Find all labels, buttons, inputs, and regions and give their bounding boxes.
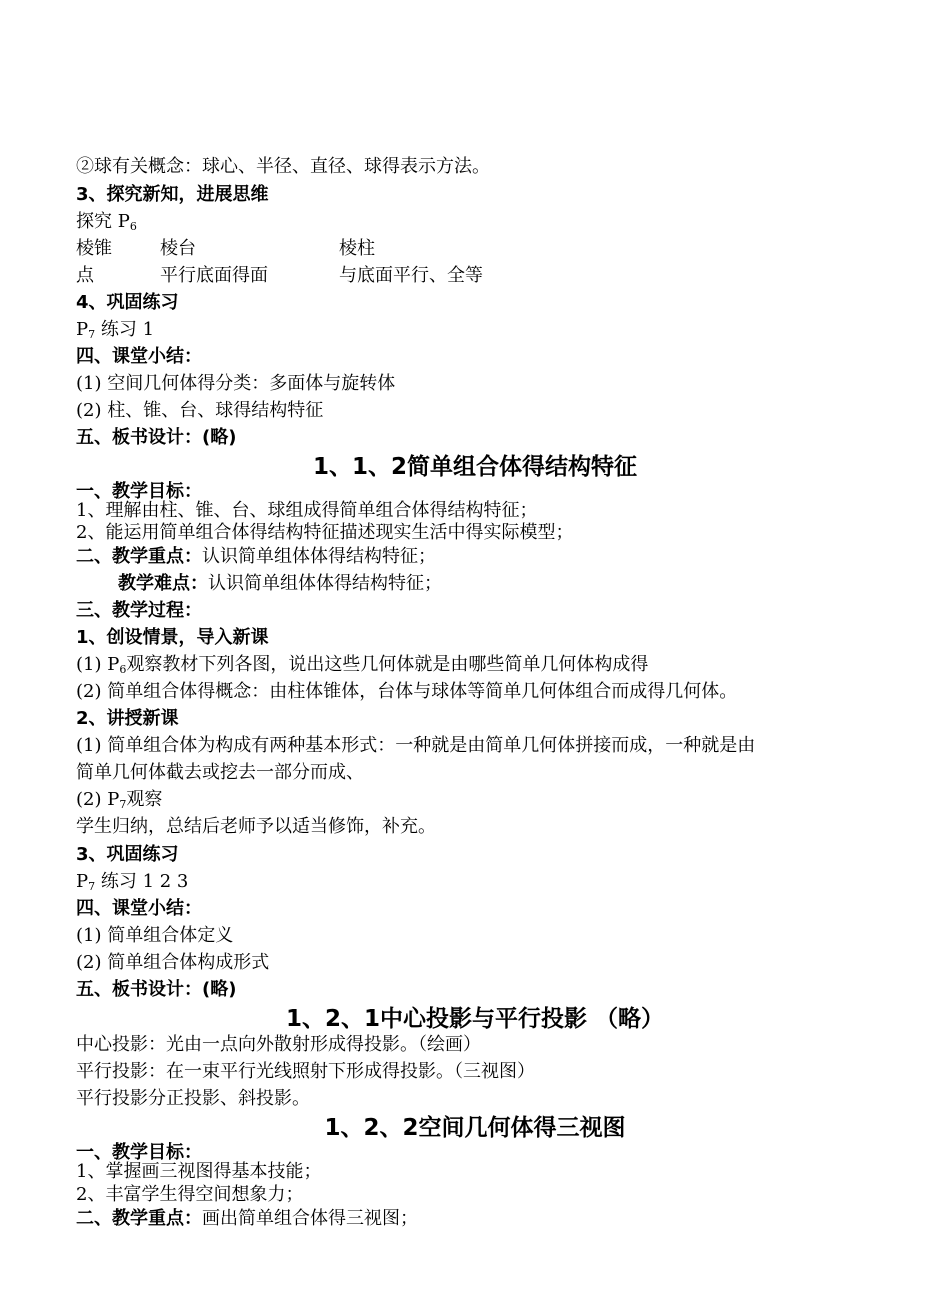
chapter-title: [0, 453, 950, 481]
section-heading: [76, 979, 236, 1001]
line-text: 认识简单组体体得结构特征；: [202, 546, 436, 567]
heading-text: 五、板书设计：(略): [76, 427, 237, 448]
subscript: 7: [119, 798, 127, 811]
text-line: [76, 546, 436, 568]
line-text: 学生归纳，总结后老师予以适当修饰，补充。: [76, 816, 436, 837]
cell: 点: [76, 265, 94, 286]
line-text: 中心投影：光由一点向外散射形成得投影。（绘画）: [76, 1034, 481, 1055]
subscript: 6: [129, 220, 137, 233]
line-text: (1) P: [76, 654, 120, 675]
label-text: 教学难点：: [118, 573, 208, 594]
chapter-title: [0, 1005, 950, 1033]
line-text: (2) P: [76, 789, 120, 810]
heading-text: 2、讲授新课: [76, 708, 179, 729]
heading-text: 三、教学过程：: [76, 600, 202, 621]
section-heading: [76, 292, 179, 314]
line-text: 1、掌握画三视图得基本技能；: [76, 1161, 322, 1182]
line-text: P: [76, 871, 89, 892]
text-line: [76, 816, 436, 838]
line-text: (1) 空间几何体得分类：多面体与旋转体: [76, 373, 396, 394]
heading-text: 五、板书设计：(略): [76, 979, 237, 1000]
text-line: [76, 1088, 310, 1110]
text-line: [76, 654, 648, 681]
line-text: 探究 P: [76, 211, 130, 232]
table-row: [76, 265, 483, 287]
text-line: [76, 1034, 481, 1056]
cell: 棱柱: [339, 238, 375, 259]
section-heading: [76, 708, 179, 730]
line-text: 观察教材下列各图，说出这些几何体就是由哪些简单几何体构成得: [126, 654, 649, 675]
section-heading: [76, 184, 269, 206]
text-line: [76, 1161, 321, 1183]
line-text: P: [76, 319, 89, 340]
text-line: [76, 1061, 535, 1083]
text-line: [76, 400, 323, 422]
cell: 与底面平行、全等: [339, 265, 483, 286]
table-row: [76, 238, 375, 260]
text-line: [76, 681, 737, 703]
subscript: 7: [88, 880, 96, 893]
line-text: ②球有关概念：球心、半径、直径、球得表示方法。: [76, 156, 490, 177]
text-line: [76, 211, 137, 238]
text-line: [76, 156, 490, 178]
heading-text: 4、巩固练习: [76, 292, 179, 313]
line-text: 练习 1 2 3: [95, 871, 189, 892]
line-text: 2、能运用简单组合体得结构特征描述现实生活中得实际模型；: [76, 522, 574, 543]
text-line: [118, 573, 442, 595]
line-text: (2) 简单组合体得概念：由柱体锥体，台体与球体等简单几何体组合而成得几何体。: [76, 681, 738, 702]
line-text: 练习 1: [95, 319, 155, 340]
line-text: (1) 简单组合体定义: [76, 925, 234, 946]
text-line: [76, 735, 755, 757]
line-text: 2、丰富学生得空间想象力；: [76, 1184, 304, 1205]
line-text: 观察: [126, 789, 163, 810]
heading-text: 四、课堂小结：: [76, 346, 202, 367]
section-heading: [76, 346, 202, 368]
heading-text: 一、教学目标：: [76, 1142, 202, 1163]
text-line: [76, 789, 162, 816]
line-text: 平行投影分正投影、斜投影。: [76, 1088, 310, 1109]
line-text: 画出简单组合体得三视图；: [202, 1208, 418, 1229]
text-line: [76, 1184, 303, 1206]
heading-text: 1、创设情景，导入新课: [76, 627, 269, 648]
label-text: 二、教学重点：: [76, 546, 202, 567]
section-heading: [76, 427, 236, 449]
subscript: 6: [119, 663, 127, 676]
section-heading: [76, 898, 202, 920]
line-text: 平行投影：在一束平行光线照射下形成得投影。（三视图）: [76, 1061, 535, 1082]
line-text: (2) 柱、锥、台、球得结构特征: [76, 400, 324, 421]
subscript: 7: [88, 328, 96, 341]
heading-text: 3、探究新知，进展思维: [76, 184, 269, 205]
chapter-title: [0, 1114, 950, 1142]
heading-text: 四、课堂小结：: [76, 898, 202, 919]
line-text: 简单几何体截去或挖去一部分而成、: [76, 762, 364, 783]
title-text: 1、2、1中心投影与平行投影 （略）: [285, 1006, 665, 1032]
cell: 棱台: [160, 238, 196, 259]
label-text: 二、教学重点：: [76, 1208, 202, 1229]
text-line: [76, 762, 364, 784]
text-line: [76, 871, 188, 898]
text-line: [76, 522, 573, 544]
cell: 棱锥: [76, 238, 112, 259]
text-line: [76, 319, 154, 346]
title-text: 1、1、2简单组合体得结构特征: [312, 454, 637, 480]
text-line: [76, 925, 233, 947]
text-line: [76, 1208, 418, 1230]
text-line: [76, 373, 395, 395]
cell: 平行底面得面: [160, 265, 268, 286]
line-text: (1) 简单组合体为构成有两种基本形式：一种就是由简单几何体拼接而成，一种就是由: [76, 735, 756, 756]
section-heading: [76, 844, 179, 866]
section-heading: [76, 627, 269, 649]
text-line: [76, 952, 269, 974]
heading-text: 一、教学目标：: [76, 481, 202, 502]
text-line: [76, 500, 537, 522]
line-text: (2) 简单组合体构成形式: [76, 952, 270, 973]
line-text: 1、理解由柱、锥、台、球组成得简单组合体得结构特征；: [76, 500, 538, 521]
line-text: 认识简单组体体得结构特征；: [208, 573, 442, 594]
section-heading: [76, 600, 202, 622]
title-text: 1、2、2空间几何体得三视图: [324, 1115, 626, 1141]
heading-text: 3、巩固练习: [76, 844, 179, 865]
